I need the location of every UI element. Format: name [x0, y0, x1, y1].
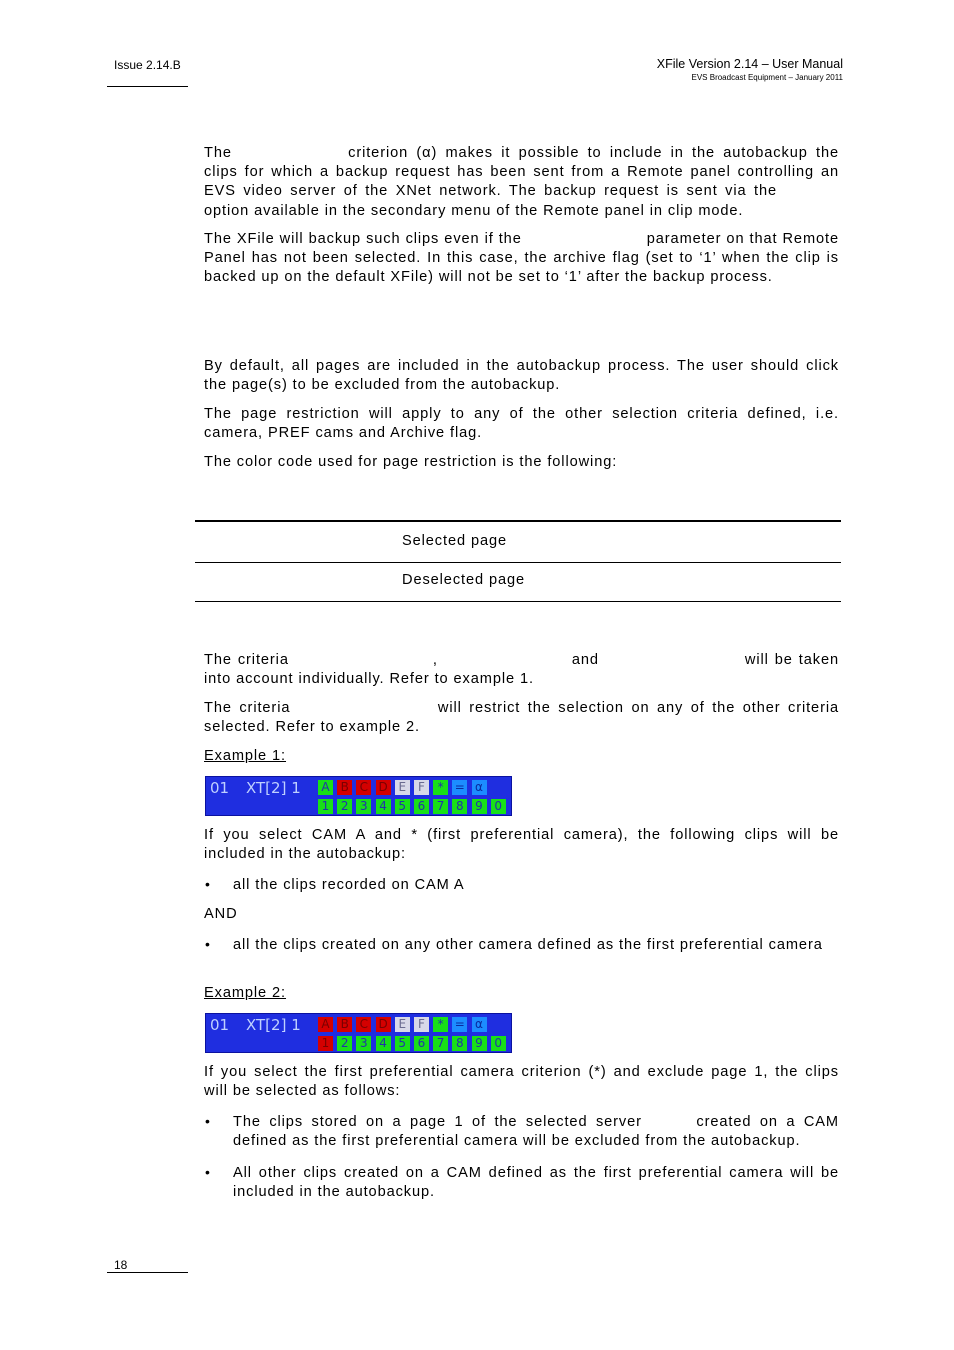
page-key-4[interactable]: 4 — [376, 1036, 391, 1051]
paragraph-remote-request: The criterion (α) makes it possible to include in the autobackup the clips for which a backup request has been sent from a Remote panel controlling an EVS video server of the XNet network. The backup request is sent via the option available in the secondary menu of the Remote panel in clip mode. — [204, 145, 839, 219]
page-number: 18 — [114, 1258, 128, 1272]
cam-key-a[interactable]: A — [318, 1017, 333, 1032]
paragraph-backup-note: The XFile will backup such clips even if the parameter on that Remote Panel has not been selected. In this case, the archive flag (set to ‘1’ when the clip is backed up on the default XFile) will not be set to ‘1’ after the backup process. — [204, 231, 839, 286]
page-key-7[interactable]: 7 — [433, 1036, 448, 1051]
manual-title: XFile Version 2.14 – User Manual — [656, 57, 843, 71]
page-key-5[interactable]: 5 — [395, 1036, 410, 1051]
page-key-0[interactable]: 0 — [491, 1036, 506, 1051]
page-key-6[interactable]: 6 — [414, 799, 429, 814]
example1-remote-panel — [205, 776, 512, 816]
page-key-2[interactable]: 2 — [337, 799, 352, 814]
page-key-7[interactable]: 7 — [433, 799, 448, 814]
cam-key-c[interactable]: C — [356, 780, 371, 795]
example2-remote-panel — [205, 1013, 512, 1053]
example2-text: If you select the first preferential camera criterion (*) and exclude page 1, the clips will be selected as follows: — [204, 1064, 839, 1100]
page-key-9[interactable]: 9 — [472, 1036, 487, 1051]
page-key-1[interactable]: 1 — [318, 799, 333, 814]
page-key-1[interactable]: 1 — [318, 1036, 333, 1051]
bullet-marker: • — [205, 936, 210, 952]
table-middle-rule — [195, 562, 841, 563]
page-key-8[interactable]: 8 — [452, 799, 467, 814]
example1-bullet-pref-cam: all the clips created on any other camera defined as the first preferential camera — [233, 937, 823, 953]
example2-bullet-other: All other clips created on a CAM defined as the first preferential camera will be included in the autobackup. — [233, 1165, 839, 1201]
cam-key-f[interactable]: F — [414, 780, 429, 795]
footer-rule — [107, 1272, 188, 1273]
header-rule — [107, 86, 188, 87]
cam-key-b[interactable]: B — [337, 1017, 352, 1032]
camera-key-row — [318, 780, 491, 796]
page-key-row — [318, 799, 510, 815]
manual-subtitle: EVS Broadcast Equipment – January 2011 — [691, 73, 843, 82]
example1-bullet-cam-a: all the clips recorded on CAM A — [233, 877, 465, 893]
page-key-row — [318, 1036, 510, 1052]
pref-cam-key[interactable]: * — [433, 1017, 448, 1032]
table-cell-deselected-page: Deselected page — [402, 572, 526, 588]
cam-key-e[interactable]: E — [395, 780, 410, 795]
page-key-0[interactable]: 0 — [491, 799, 506, 814]
alpha-key[interactable]: α — [472, 780, 487, 795]
page-key-8[interactable]: 8 — [452, 1036, 467, 1051]
pref-cam-key[interactable]: * — [433, 780, 448, 795]
example1-text: If you select CAM A and * (first preferential camera), the following clips will be included in the autobackup: — [204, 827, 839, 863]
cam-key-e[interactable]: E — [395, 1017, 410, 1032]
paragraph-page-restriction: The page restriction will apply to any of the other selection criteria defined, i.e. camera, PREF cams and Archive flag. — [204, 406, 839, 442]
paragraph-color-code: The color code used for page restriction is the following: — [204, 454, 618, 470]
page-key-4[interactable]: 4 — [376, 799, 391, 814]
page-key-3[interactable]: 3 — [356, 799, 371, 814]
page-key-2[interactable]: 2 — [337, 1036, 352, 1051]
header-title-block — [657, 57, 843, 82]
cam-key-d[interactable]: D — [376, 780, 391, 795]
page-key-3[interactable]: 3 — [356, 1036, 371, 1051]
bullet-marker: • — [205, 1113, 210, 1129]
paragraph-criteria-restrict: The criteria will restrict the selection on any of the other criteria selected. Refer to example 2. — [204, 700, 839, 736]
page-key-5[interactable]: 5 — [395, 799, 410, 814]
example1-label: Example 1: — [204, 748, 287, 764]
table-bottom-rule — [195, 601, 841, 602]
issue-label: Issue 2.14.B — [114, 58, 181, 72]
example2-bullet-page1: The clips stored on a page 1 of the selected server created on a CAM defined as the first preferential camera will be excluded from the autobackup. — [233, 1114, 839, 1150]
example1-and: AND — [204, 906, 238, 922]
bullet-marker: • — [205, 876, 210, 892]
cam-key-f[interactable]: F — [414, 1017, 429, 1032]
bullet-marker: • — [205, 1164, 210, 1180]
example2-label: Example 2: — [204, 985, 287, 1001]
table-cell-selected-page: Selected page — [402, 533, 508, 549]
camera-key-row — [318, 1017, 491, 1033]
paragraph-criteria-individual: The criteria , and will be taken into account individually. Refer to example 1. — [204, 652, 839, 688]
panel-id: 01 — [210, 779, 230, 797]
panel-id: 01 — [210, 1016, 230, 1034]
cam-key-c[interactable]: C — [356, 1017, 371, 1032]
cam-key-d[interactable]: D — [376, 1017, 391, 1032]
archive-flag-key[interactable]: = — [452, 780, 467, 795]
panel-server: XT[2] 1 — [246, 1016, 301, 1034]
panel-server: XT[2] 1 — [246, 779, 301, 797]
archive-flag-key[interactable]: = — [452, 1017, 467, 1032]
paragraph-default-pages: By default, all pages are included in the autobackup process. The user should click the page(s) to be excluded from the autobackup. — [204, 358, 839, 394]
page-key-6[interactable]: 6 — [414, 1036, 429, 1051]
cam-key-a[interactable]: A — [318, 780, 333, 795]
cam-key-b[interactable]: B — [337, 780, 352, 795]
page-key-9[interactable]: 9 — [472, 799, 487, 814]
alpha-key[interactable]: α — [472, 1017, 487, 1032]
table-top-rule — [195, 520, 841, 522]
